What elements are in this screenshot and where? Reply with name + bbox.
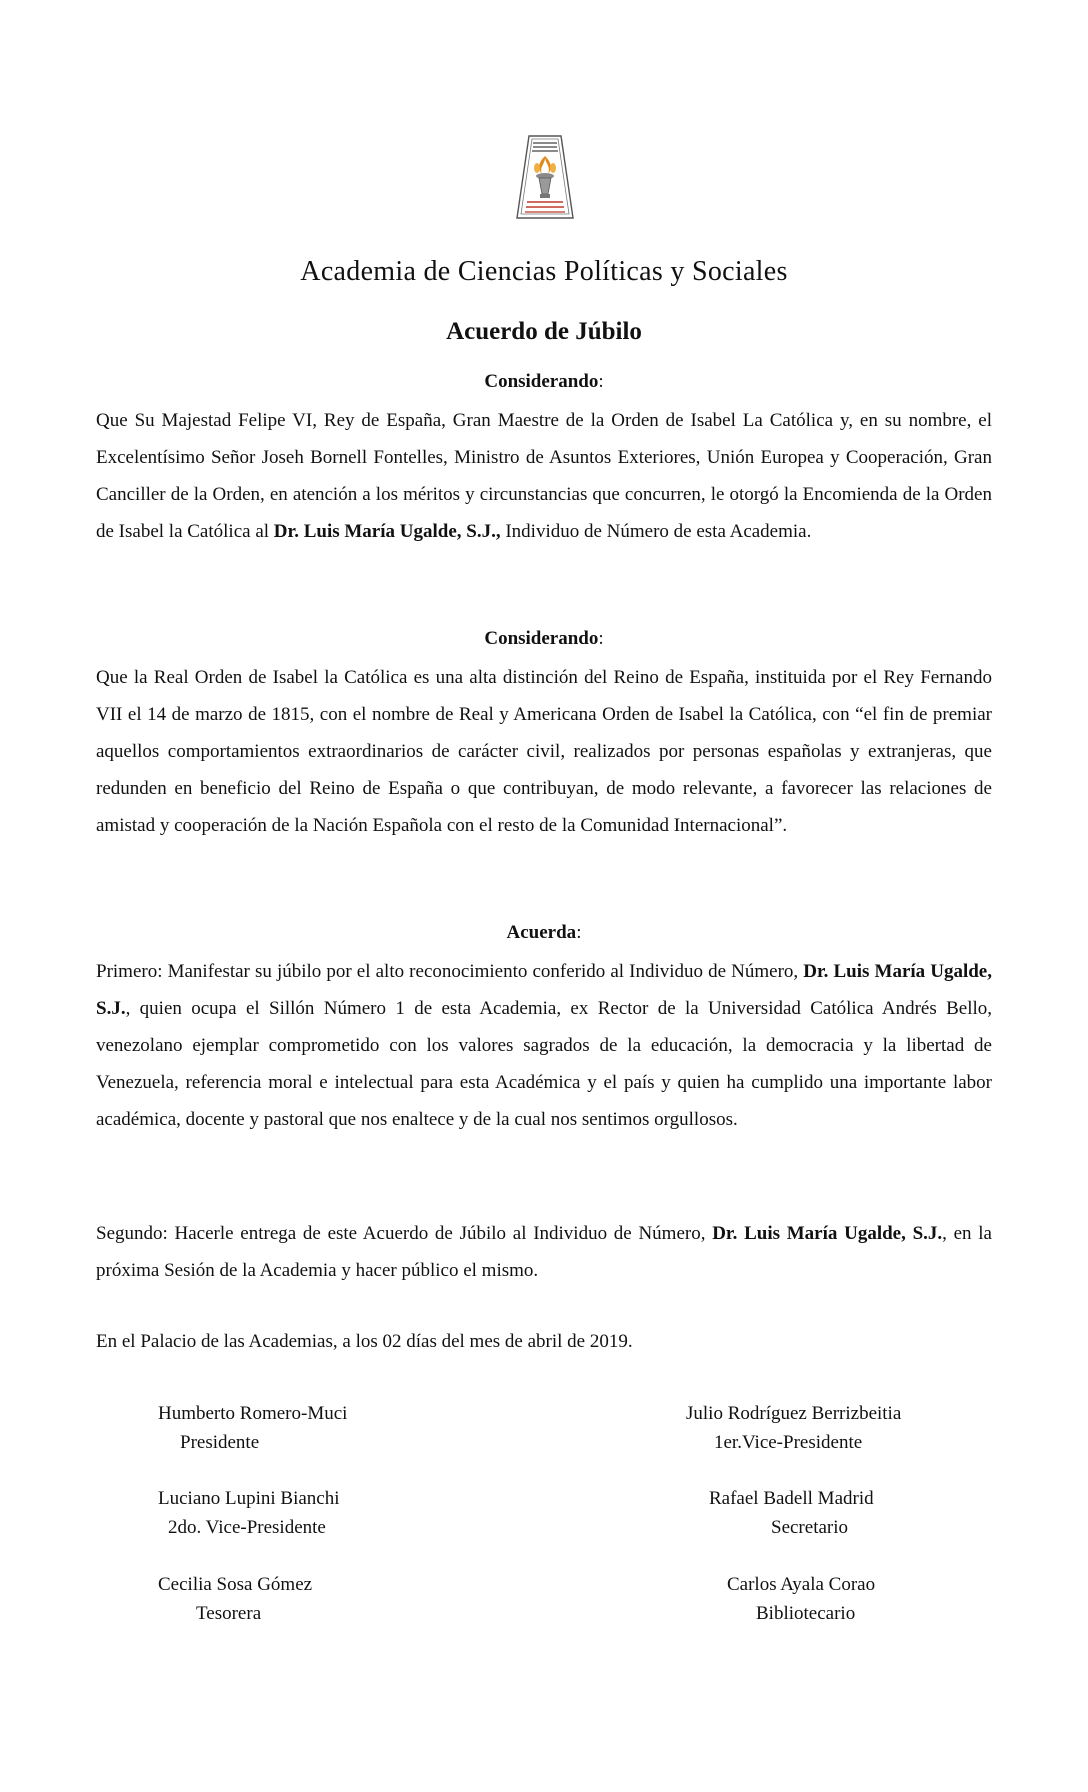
- document-title: Acuerdo de Júbilo: [446, 318, 642, 345]
- signatory: Humberto Romero-Muci Presidente: [158, 1403, 348, 1453]
- considerando-paragraph-1: Que Su Majestad Felipe VI, Rey de España, Gran Maestre de la Orden de Isabel La Católica y, en su nombre, el Excelentísimo Señor Joseh Bornell Fontelles, Ministro de Asuntos Exteriores, Unión Europea y Cooperación, Gran Canciller de la Orden, en atención a los méritos y circunstancias que concurren, le otorgó la Encomienda de la Orden de Isabel la Católica al Dr. Luis María Ugalde, S.J., Individuo de Número de esta Academia.: [96, 410, 992, 542]
- academy-torch-emblem-icon: [515, 134, 575, 220]
- considerando-paragraph-2: Que la Real Orden de Isabel la Católica es una alta distinción del Reino de España, instituida por el Rey Fernando VII el 14 de marzo de 1815, con el nombre de Real y Americana Orden de Isabel la Católica, con “el fin de premiar aquellos comportamientos extraordinarios de carácter civil, realizados por personas españolas y extranjeras, que redunden en beneficio del Reino de España o que contribuyan, de modo relevante, a favorecer las relaciones de amistad y cooperación de la Nación Española con el resto de la Comunidad Internacional”.: [96, 667, 992, 836]
- signatory: Cecilia Sosa Gómez Tesorera: [158, 1574, 313, 1624]
- signatory: Rafael Badell Madrid Secretario: [709, 1488, 874, 1538]
- signatory: Luciano Lupini Bianchi 2do. Vice-Presidente: [158, 1488, 340, 1538]
- organization-title: Academia de Ciencias Políticas y Sociales: [300, 256, 788, 287]
- considerando-heading-2: Considerando:: [484, 628, 604, 649]
- acuerda-primero-paragraph: Primero: Manifestar su júbilo por el alto reconocimiento conferido al Individuo de Número, Dr. Luis María Ugalde, S.J., quien ocupa el Sillón Número 1 de esta Academia, ex Rector de la Universidad Católica Andrés Bello, venezolano ejemplar comprometido con los valores sagrados de la educación, la democracia y la libertad de Venezuela, referencia moral e intelectual para esta Académica y el país y quien ha cumplido una importante labor académica, docente y pastoral que nos enaltece y de la cual nos sentimos orgullosos.: [96, 961, 992, 1130]
- honoree-name: Dr. Luis María Ugalde, S.J.: [96, 961, 992, 1019]
- signatory: Carlos Ayala Corao Bibliotecario: [727, 1574, 876, 1624]
- signatory: Julio Rodríguez Berrizbeitia 1er.Vice-Presidente: [686, 1403, 902, 1453]
- acuerda-heading: Acuerda:: [506, 922, 582, 943]
- considerando-heading-1: Considerando:: [484, 371, 604, 392]
- closing-line: En el Palacio de las Academias, a los 02 días del mes de abril de 2019.: [96, 1331, 633, 1352]
- honoree-name: Dr. Luis María Ugalde, S.J.,: [273, 521, 501, 542]
- acuerda-segundo-paragraph: Segundo: Hacerle entrega de este Acuerdo de Júbilo al Individuo de Número, Dr. Luis María Ugalde, S.J., en la próxima Sesión de la Academia y hacer público el mismo.: [96, 1223, 992, 1281]
- honoree-name: Dr. Luis María Ugalde, S.J.: [712, 1223, 943, 1244]
